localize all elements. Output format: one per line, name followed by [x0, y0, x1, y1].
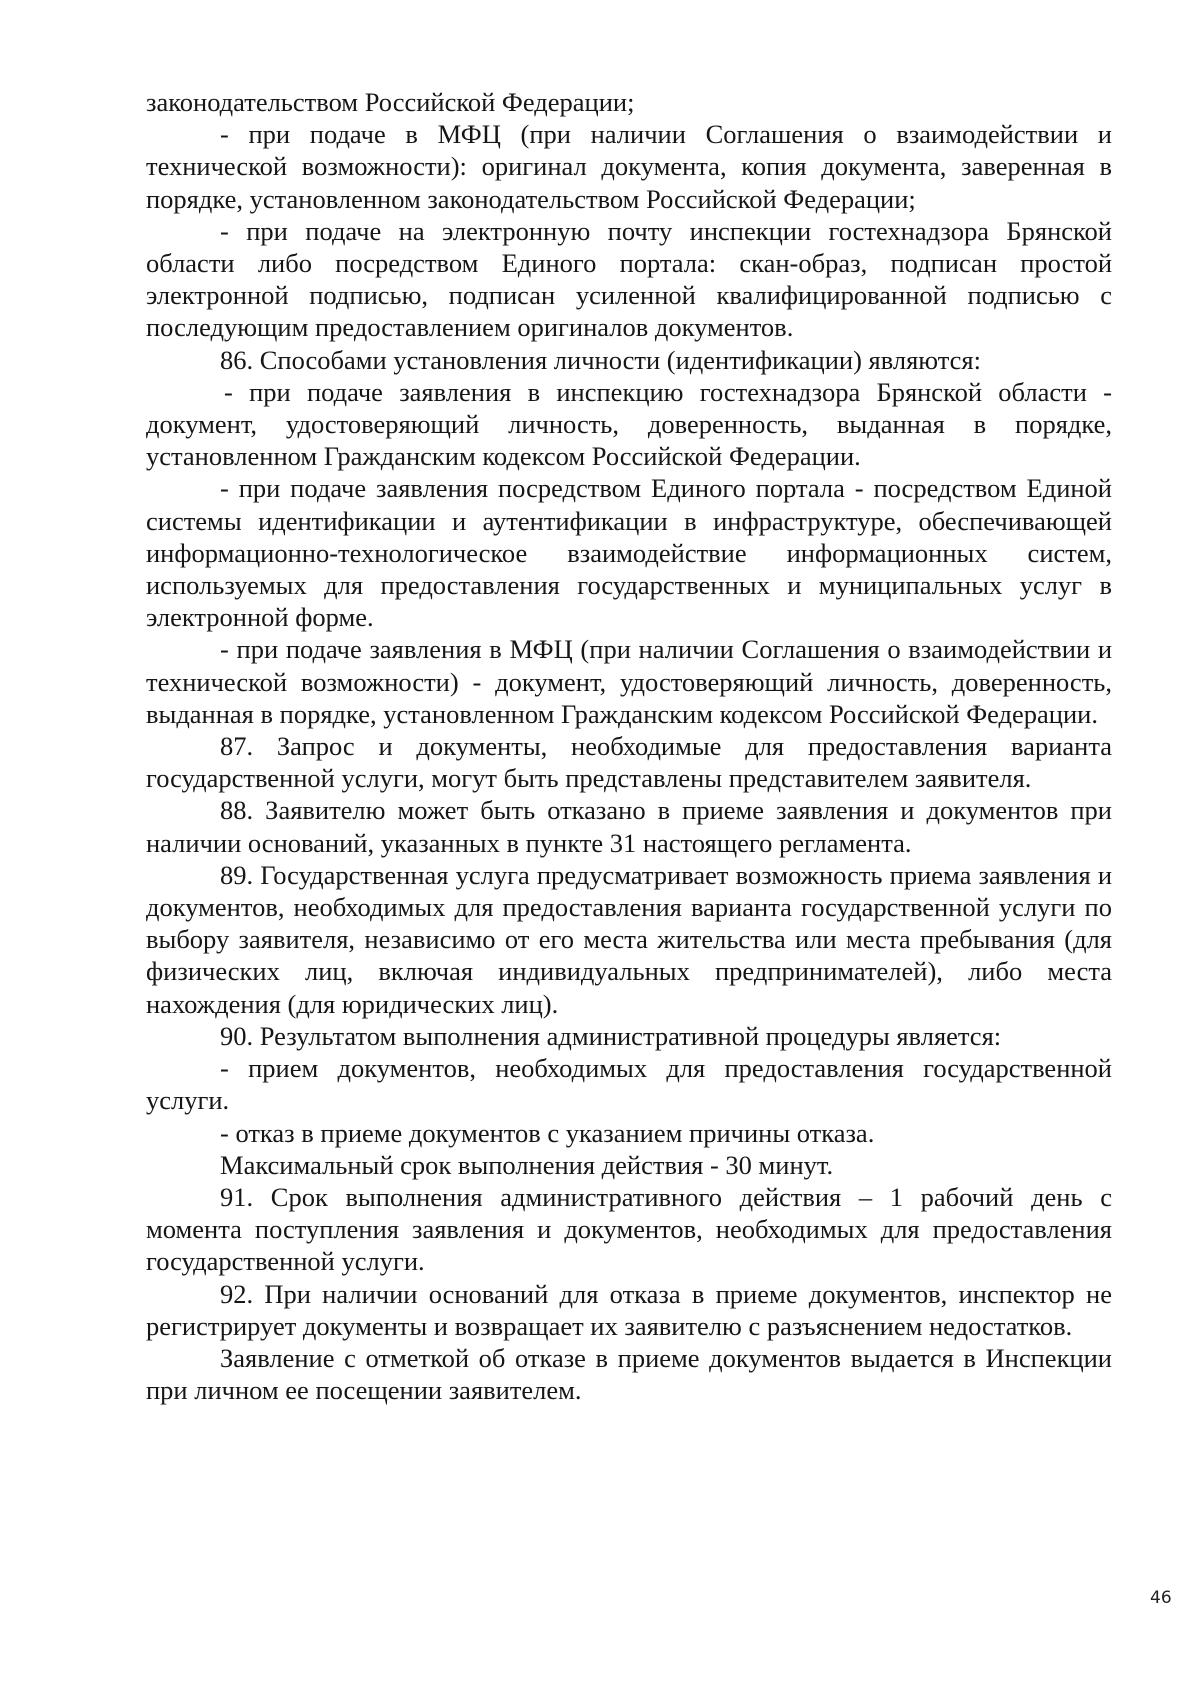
paragraph-mfc-submission: - при подаче в МФЦ (при наличии Соглашения о взаимодействии и технической возможности): оригинал документа, копия документа, заверенная в порядке, установленном законодательством Российской Федерации;	[146, 119, 1112, 214]
paragraph-mfc-identity: - при подаче заявления в МФЦ (при наличии Соглашения о взаимодействии и технической возможности) - документ, удостоверяющий личность, доверенность, выданная в порядке, установленном Гражданским кодексом Российской Федерации.	[146, 634, 1112, 729]
page-number: 46	[1150, 1588, 1172, 1608]
paragraph-refusal-statement: Заявление с отметкой об отказе в приеме документов выдается в Инспекции при личном ее посещении заявителем.	[146, 1342, 1112, 1406]
paragraph-90: 90. Результатом выполнения административной процедуры является:	[220, 1020, 1002, 1051]
paragraph-refusal: - отказ в приеме документов с указанием причины отказа.	[220, 1117, 875, 1148]
paragraph-91: 91. Срок выполнения административного действия – 1 рабочий день с момента поступления заявления и документов, необходимых для предоставления государственной услуги.	[146, 1181, 1112, 1277]
paragraph-max-time: Максимальный срок выполнения действия - 30 минут.	[220, 1149, 834, 1180]
paragraph-92: 92. При наличии оснований для отказа в приеме документов, инспектор не регистрирует документы и возвращает их заявителю с разъяснением недостатков.	[146, 1278, 1112, 1341]
paragraph-86: 86. Способами установления личности (идентификации) являются:	[220, 344, 981, 375]
paragraph-88: 88. Заявителю может быть отказано в приеме заявления и документов при наличии оснований, указанных в пункте 31 настоящего регламента.	[146, 795, 1112, 858]
paragraph-87: 87. Запрос и документы, необходимые для предоставления варианта государственной услуги, могут быть представлены представителем заявителя.	[146, 731, 1112, 794]
paragraph-89: 89. Государственная услуга предусматривает возможность приема заявления и документов, необходимых для предоставления варианта государственной услуги по выбору заявителя, независимо от его места жительства или места пребывания (для физических лиц, включая индивидуальных предпринимателей), либо места нахождения (для юридических лиц).	[146, 859, 1112, 1019]
paragraph-email-submission: - при подаче на электронную почту инспекции гостехнадзора Брянской области либо посредством Единого портала: скан-образ, подписан простой электронной подписью, подписан усиленной квалифицированной подписью с последующим предоставлением оригиналов документов.	[146, 215, 1112, 343]
document-body	[146, 86, 1112, 1406]
paragraph-acceptance: - прием документов, необходимых для предоставления государственной услуги.	[146, 1053, 1112, 1116]
paragraph-continuation: законодательством Российской Федерации;	[146, 87, 635, 117]
paragraph-inspection-submission: - при подаче заявления в инспекцию гостехнадзора Брянской области - документ, удостоверяющий личность, доверенность, выданная в порядке, установленном Гражданским кодексом Российской Федерации.	[146, 376, 1112, 472]
paragraph-portal-submission: - при подаче заявления посредством Единого портала - посредством Единой системы идентификации и аутентификации в инфраструктуре, обеспечивающей информационно-технологическое взаимодействие информационных систем, используемых для предоставления государственных и муниципальных услуг в электронной форме.	[146, 473, 1112, 633]
